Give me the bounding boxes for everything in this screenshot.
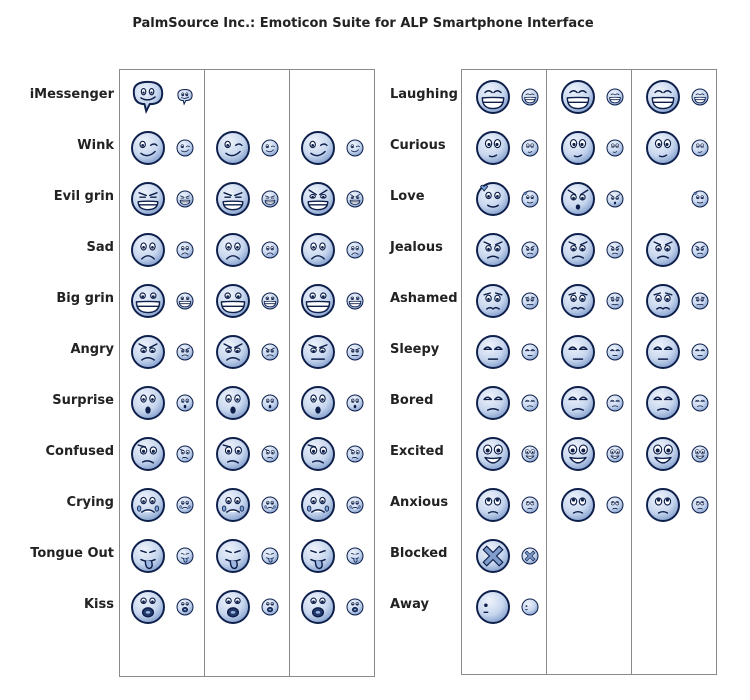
excited-emoticon-icon <box>605 444 625 464</box>
sleepy-emoticon-icon <box>690 342 710 362</box>
row-label: Blocked <box>390 546 448 561</box>
bored-emoticon-icon <box>560 385 596 421</box>
row-label: Excited <box>390 444 444 459</box>
row-label: Away <box>390 597 429 612</box>
confused-emoticon-icon <box>345 444 365 464</box>
evilgrin2-emoticon-icon <box>345 189 365 209</box>
wink-emoticon-icon <box>260 138 280 158</box>
balloon-emoticon-icon <box>175 87 195 107</box>
biggrin-emoticon-icon <box>215 283 251 319</box>
page-title: PalmSource Inc.: Emoticon Suite for ALP Smartphone Interface <box>132 16 594 31</box>
sleepy-emoticon-icon <box>520 342 540 362</box>
bored-emoticon-icon <box>645 385 681 421</box>
left-column-divider <box>204 69 205 677</box>
curious-emoticon-icon <box>645 130 681 166</box>
anxious-emoticon-icon <box>560 487 596 523</box>
wink-emoticon-icon <box>175 138 195 158</box>
curious-emoticon-icon <box>520 138 540 158</box>
love-emoticon-icon <box>690 189 710 209</box>
bored-emoticon-icon <box>690 393 710 413</box>
surprise-emoticon-icon <box>175 393 195 413</box>
surprise-emoticon-icon <box>260 393 280 413</box>
row-label: Anxious <box>390 495 449 510</box>
surprise-emoticon-icon <box>215 385 251 421</box>
tongue-emoticon-icon <box>175 546 195 566</box>
evilgrin-emoticon-icon <box>260 189 280 209</box>
angry-emoticon-icon <box>130 334 166 370</box>
curious-emoticon-icon <box>475 130 511 166</box>
love2-emoticon-icon <box>605 189 625 209</box>
row-label: Evil grin <box>53 189 114 204</box>
blocked-emoticon-icon <box>475 538 511 574</box>
wink-emoticon-icon <box>130 130 166 166</box>
angry2-emoticon-icon <box>300 334 336 370</box>
bored-emoticon-icon <box>475 385 511 421</box>
evilgrin-emoticon-icon <box>130 181 166 217</box>
laugh-emoticon-icon <box>690 87 710 107</box>
row-label: Ashamed <box>390 291 458 306</box>
confused-emoticon-icon <box>260 444 280 464</box>
row-label: Crying <box>66 495 114 510</box>
excited-emoticon-icon <box>645 436 681 472</box>
sad-emoticon-icon <box>175 240 195 260</box>
sleepy-emoticon-icon <box>645 334 681 370</box>
ashamed-emoticon-icon <box>475 283 511 319</box>
excited-emoticon-icon <box>560 436 596 472</box>
row-label: Tongue Out <box>30 546 114 561</box>
row-label: Jealous <box>390 240 443 255</box>
laugh-emoticon-icon <box>520 87 540 107</box>
jealous-emoticon-icon <box>645 232 681 268</box>
ashamed-emoticon-icon <box>605 291 625 311</box>
anxious-emoticon-icon <box>605 495 625 515</box>
row-label: Bored <box>390 393 434 408</box>
row-label: iMessenger <box>29 87 114 102</box>
excited-emoticon-icon <box>520 444 540 464</box>
crying-emoticon-icon <box>215 487 251 523</box>
anxious-emoticon-icon <box>690 495 710 515</box>
tongue-emoticon-icon <box>215 538 251 574</box>
love-emoticon-icon <box>475 181 511 217</box>
surprise-emoticon-icon <box>130 385 166 421</box>
row-label: Wink <box>77 138 114 153</box>
sad-emoticon-icon <box>345 240 365 260</box>
confused-emoticon-icon <box>215 436 251 472</box>
sad-emoticon-icon <box>260 240 280 260</box>
kiss-emoticon-icon <box>175 597 195 617</box>
excited-emoticon-icon <box>690 444 710 464</box>
crying-emoticon-icon <box>175 495 195 515</box>
evilgrin-emoticon-icon <box>175 189 195 209</box>
jealous-emoticon-icon <box>605 240 625 260</box>
jealous-emoticon-icon <box>690 240 710 260</box>
crying-emoticon-icon <box>300 487 336 523</box>
right-column-divider <box>546 69 547 675</box>
curious-emoticon-icon <box>560 130 596 166</box>
confused-emoticon-icon <box>130 436 166 472</box>
evilgrin-emoticon-icon <box>215 181 251 217</box>
right-column-divider <box>631 69 632 675</box>
crying-emoticon-icon <box>345 495 365 515</box>
ashamed-emoticon-icon <box>560 283 596 319</box>
crying-emoticon-icon <box>260 495 280 515</box>
laugh-emoticon-icon <box>560 79 596 115</box>
bored-emoticon-icon <box>605 393 625 413</box>
laugh-emoticon-icon <box>475 79 511 115</box>
wink-emoticon-icon <box>215 130 251 166</box>
excited-emoticon-icon <box>475 436 511 472</box>
jealous-emoticon-icon <box>560 232 596 268</box>
anxious-emoticon-icon <box>520 495 540 515</box>
love2-emoticon-icon <box>560 181 596 217</box>
row-label: Sad <box>86 240 114 255</box>
biggrin-emoticon-icon <box>345 291 365 311</box>
anxious-emoticon-icon <box>645 487 681 523</box>
curious-emoticon-icon <box>605 138 625 158</box>
kiss-emoticon-icon <box>300 589 336 625</box>
tongue-emoticon-icon <box>260 546 280 566</box>
wink-emoticon-icon <box>300 130 336 166</box>
away-emoticon-icon <box>475 589 511 625</box>
sleepy-emoticon-icon <box>475 334 511 370</box>
biggrin-emoticon-icon <box>175 291 195 311</box>
biggrin-emoticon-icon <box>130 283 166 319</box>
kiss-emoticon-icon <box>130 589 166 625</box>
surprise-emoticon-icon <box>300 385 336 421</box>
tongue-emoticon-icon <box>300 538 336 574</box>
biggrin-emoticon-icon <box>260 291 280 311</box>
angry-emoticon-icon <box>260 342 280 362</box>
kiss-emoticon-icon <box>215 589 251 625</box>
sleepy-emoticon-icon <box>560 334 596 370</box>
ashamed-emoticon-icon <box>520 291 540 311</box>
wink-emoticon-icon <box>345 138 365 158</box>
row-label: Laughing <box>390 87 458 102</box>
row-label: Sleepy <box>390 342 440 357</box>
surprise-emoticon-icon <box>345 393 365 413</box>
biggrin-emoticon-icon <box>300 283 336 319</box>
row-label: Surprise <box>52 393 114 408</box>
jealous-emoticon-icon <box>475 232 511 268</box>
laugh-emoticon-icon <box>605 87 625 107</box>
jealous-emoticon-icon <box>520 240 540 260</box>
confused-emoticon-icon <box>300 436 336 472</box>
laugh-emoticon-icon <box>645 79 681 115</box>
row-label: Confused <box>45 444 114 459</box>
away-emoticon-icon <box>520 597 540 617</box>
confused-emoticon-icon <box>175 444 195 464</box>
tongue-emoticon-icon <box>345 546 365 566</box>
sleepy-emoticon-icon <box>605 342 625 362</box>
blocked-emoticon-icon <box>520 546 540 566</box>
kiss-emoticon-icon <box>345 597 365 617</box>
anxious-emoticon-icon <box>475 487 511 523</box>
left-column-divider <box>289 69 290 677</box>
love-emoticon-icon <box>520 189 540 209</box>
row-label: Kiss <box>83 597 114 612</box>
kiss-emoticon-icon <box>260 597 280 617</box>
angry-emoticon-icon <box>215 334 251 370</box>
bored-emoticon-icon <box>520 393 540 413</box>
angry2-emoticon-icon <box>345 342 365 362</box>
row-label: Angry <box>70 342 114 357</box>
sad-emoticon-icon <box>300 232 336 268</box>
evilgrin2-emoticon-icon <box>300 181 336 217</box>
ashamed-emoticon-icon <box>645 283 681 319</box>
tongue-emoticon-icon <box>130 538 166 574</box>
row-label: Curious <box>390 138 446 153</box>
curious-emoticon-icon <box>690 138 710 158</box>
ashamed-emoticon-icon <box>690 291 710 311</box>
angry-emoticon-icon <box>175 342 195 362</box>
sad-emoticon-icon <box>215 232 251 268</box>
sad-emoticon-icon <box>130 232 166 268</box>
row-label: Big grin <box>56 291 114 306</box>
crying-emoticon-icon <box>130 487 166 523</box>
row-label: Love <box>390 189 425 204</box>
balloon-emoticon-icon <box>130 79 166 115</box>
